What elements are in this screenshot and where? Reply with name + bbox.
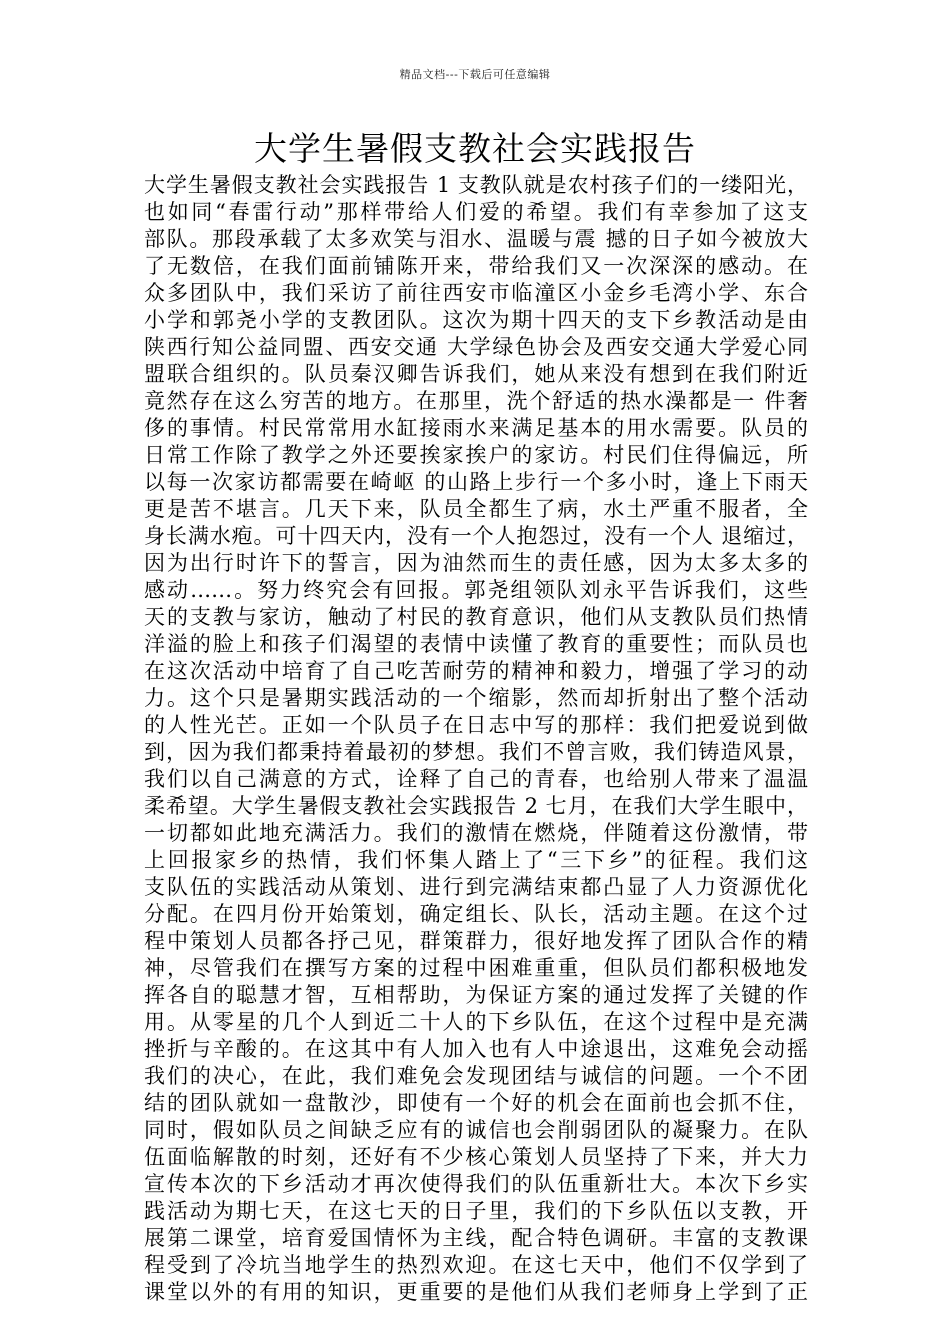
body-line: 洋溢的脸上和孩子们渴望的表情中读懂了教育的重要性；而队员也 — [144, 632, 808, 656]
document-title: 大学生暑假支教社会实践报告 — [254, 129, 696, 168]
body-line: 的人性光芒。正如一个队员子在日志中写的那样：我们把爱说到做 — [144, 713, 808, 737]
body-line: 展第二课堂，培育爱国情怀为主线，配合特色调研。丰富的支教课 — [144, 1226, 808, 1250]
body-line: 神，尽管我们在撰写方案的过程中困难重重，但队员们都积极地发 — [144, 956, 808, 980]
body-line: 在这次活动中培育了自己吃苦耐劳的精神和毅力，增强了学习的动 — [144, 659, 808, 683]
body-line: 大学生暑假支教社会实践报告 1 支教队就是农村孩子们的一缕阳光， — [144, 173, 808, 197]
body-line: 挫折与辛酸的。在这其中有人加入也有人中途退出，这难免会动摇 — [144, 1037, 808, 1061]
body-line: 程中策划人员都各抒己见，群策群力，很好地发挥了团队合作的精 — [144, 929, 808, 953]
body-line: 用。从零星的几个人到近二十人的下乡队伍，在这个过程中是充满 — [144, 1010, 808, 1034]
body-line: 伍面临解散的时刻，还好有不少核心策划人员坚持了下来，并大力 — [144, 1145, 808, 1169]
body-line: 支队伍的实践活动从策划、进行到完满结束都凸显了人力资源优化 — [144, 875, 808, 899]
header-note: 精品文档---下载后可任意编辑 — [399, 68, 551, 81]
body-line: 课堂以外的有用的知识，更重要的是他们从我们老师身上学到了正 — [144, 1280, 808, 1304]
body-line: 践活动为期七天，在这七天的日子里，我们的下乡队伍以支教，开 — [144, 1199, 808, 1223]
body-line: 分配。在四月份开始策划，确定组长、队长，活动主题。在这个过 — [144, 902, 808, 926]
body-line: 以每一次家访都需要在崎岖 的山路上步行一个多小时，逢上下雨天 — [144, 470, 808, 494]
body-line: 部队。那段承载了太多欢笑与泪水、温暖与震 撼的日子如今被放大 — [144, 227, 808, 251]
body-line: 宣传本次的下乡活动才再次使得我们的队伍重新壮大。本次下乡实 — [144, 1172, 808, 1196]
body-line: 了无数倍，在我们面前铺陈开来，带给我们又一次深深的感动。在 — [144, 254, 808, 278]
body-line: 小学和郭尧小学的支教团队。这次为期十四天的支下乡教活动是由 — [144, 308, 808, 332]
body-line: 一切都如此地充满活力。我们的激情在燃烧，伴随着这份激情，带 — [144, 821, 808, 845]
body-line: 上回报家乡的热情，我们怀集人踏上了“三下乡”的征程。我们这 — [144, 848, 808, 872]
body-line: 侈的事情。村民常常用水缸接雨水来满足基本的用水需要。队员的 — [144, 416, 808, 440]
body-line: 天的支教与家访，触动了村民的教育意识，他们从支教队员们热情 — [144, 605, 808, 629]
body-line: 力。这个只是暑期实践活动的一个缩影，然而却折射出了整个活动 — [144, 686, 808, 710]
body-line: 陕西行知公益同盟、西安交通 大学绿色协会及西安交通大学爱心同 — [144, 335, 808, 359]
body-line: 程受到了冷坑当地学生的热烈欢迎。在这七天中，他们不仅学到了 — [144, 1253, 808, 1277]
body-line: 众多团队中，我们采访了前往西安市临潼区小金乡毛湾小学、东合 — [144, 281, 808, 305]
body-line: 更是苦不堪言。几天下来，队员全都生了病，水土严重不服者，全 — [144, 497, 808, 521]
body-line: 挥各自的聪慧才智，互相帮助，为保证方案的通过发挥了关键的作 — [144, 983, 808, 1007]
body-line: 我们的决心，在此，我们难免会发现团结与诚信的问题。一个不团 — [144, 1064, 808, 1088]
body-line: 感动……。努力终究会有回报。郭尧组领队刘永平告诉我们，这些 — [144, 578, 808, 602]
body-line: 我们以自己满意的方式，诠释了自己的青春，也给别人带来了温温 — [144, 767, 808, 791]
body-line: 也如同“春雷行动”那样带给人们爱的希望。我们有幸参加了这支 — [144, 200, 808, 224]
body-text — [144, 172, 808, 1306]
body-line: 到，因为我们都秉持着最初的梦想。我们不曾言败，我们铸造风景， — [144, 740, 808, 764]
body-line: 日常工作除了教学之外还要挨家挨户的家访。村民们住得偏远，所 — [144, 443, 808, 467]
body-line: 因为出行时许下的誓言，因为油然而生的责任感，因为太多太多的 — [144, 551, 808, 575]
body-line: 竟然存在这么穷苦的地方。在那里，洗个舒适的热水澡都是一 件奢 — [144, 389, 808, 413]
body-line: 柔希望。大学生暑假支教社会实践报告 2 七月，在我们大学生眼中， — [144, 794, 808, 818]
body-line: 身长满水疱。可十四天内，没有一个人抱怨过，没有一个人 退缩过， — [144, 524, 808, 548]
body-line: 同时，假如队员之间缺乏应有的诚信也会削弱团队的凝聚力。在队 — [144, 1118, 808, 1142]
body-line: 盟联合组织的。队员秦汉卿告诉我们，她从来没有想到在我们附近 — [144, 362, 808, 386]
body-line: 结的团队就如一盘散沙，即使有一个好的机会在面前也会抓不住， — [144, 1091, 808, 1115]
